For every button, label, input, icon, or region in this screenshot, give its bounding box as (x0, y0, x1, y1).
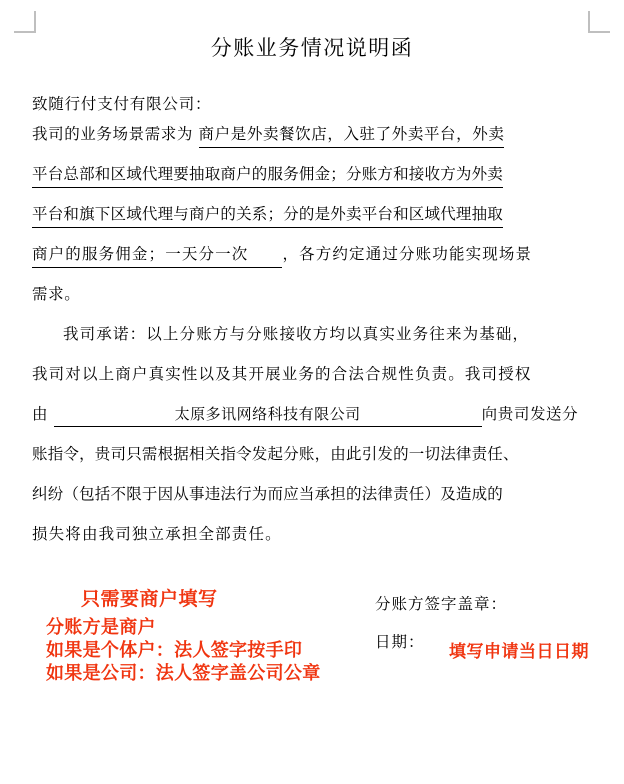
declaration-line-4: 账指令，贵司只需根据相关指令发起分账，由此引发的一切法律责任、 (32, 445, 519, 463)
scenario-line-1 (32, 114, 592, 154)
annotation-note-1: 如果是个体户：法人签字按手印 (46, 640, 303, 660)
scenario-fill-4[interactable]: 商户的服务佣金；一天分一次 (32, 246, 282, 268)
scenario-fill-2[interactable]: 平台总部和区域代理要抽取商户的服务佣金；分账方和接收方为外卖 (32, 166, 503, 188)
scenario-line-3 (32, 194, 592, 234)
annotation-heading: 只需要商户填写 (81, 589, 218, 610)
declaration-line-6: 损失将由我司独立承担全部责任。 (32, 525, 282, 543)
scenario-fill-1[interactable]: 商户是外卖餐饮店，入驻了外卖平台，外卖 (199, 126, 505, 148)
annotation-note-0: 分账方是商户 (46, 617, 156, 637)
declaration-line-3 (32, 394, 592, 434)
annotation-note-2: 如果是公司：法人签字盖公司公章 (46, 663, 321, 683)
page-title: 分账业务情况说明函 (210, 36, 414, 60)
document-body (32, 0, 592, 554)
salutation: 致随行付支付有限公司： (32, 95, 212, 113)
authorized-company-field[interactable]: 太原多讯网络科技有限公司 (54, 406, 482, 427)
declaration-line-1: 我司承诺：以上分账方与分账接收方均以真实业务往来为基础， (63, 325, 530, 343)
authorization-prefix: 由 (32, 405, 49, 423)
scenario-fill-3[interactable]: 平台和旗下区域代理与商户的关系；分的是外卖平台和区域代理抽取 (32, 206, 503, 228)
annotation-notes (46, 616, 321, 685)
declaration-line-5: 纠纷（包括不限于因从事违法行为而应当承担的法律责任）及造成的 (32, 485, 504, 503)
signature-label: 分账方签字盖章： (375, 595, 508, 613)
scenario-tail-text-2: 需求。 (32, 285, 81, 303)
scenario-tail-text: ，各方约定通过分账功能实现场景 (282, 245, 533, 263)
authorization-suffix: 向贵司发送分 (481, 405, 579, 423)
scenario-line-2 (32, 154, 592, 194)
date-label: 日期： (375, 633, 425, 651)
scenario-lead-text: 我司的业务场景需求为 (32, 125, 194, 143)
scenario-line-4 (32, 234, 592, 274)
declaration-line-2: 我司对以上商户真实性以及其开展业务的合法合规性负责。我司授权 (32, 365, 532, 383)
annotation-date-note: 填写申请当日日期 (449, 642, 589, 661)
scenario-line-5 (32, 274, 592, 314)
